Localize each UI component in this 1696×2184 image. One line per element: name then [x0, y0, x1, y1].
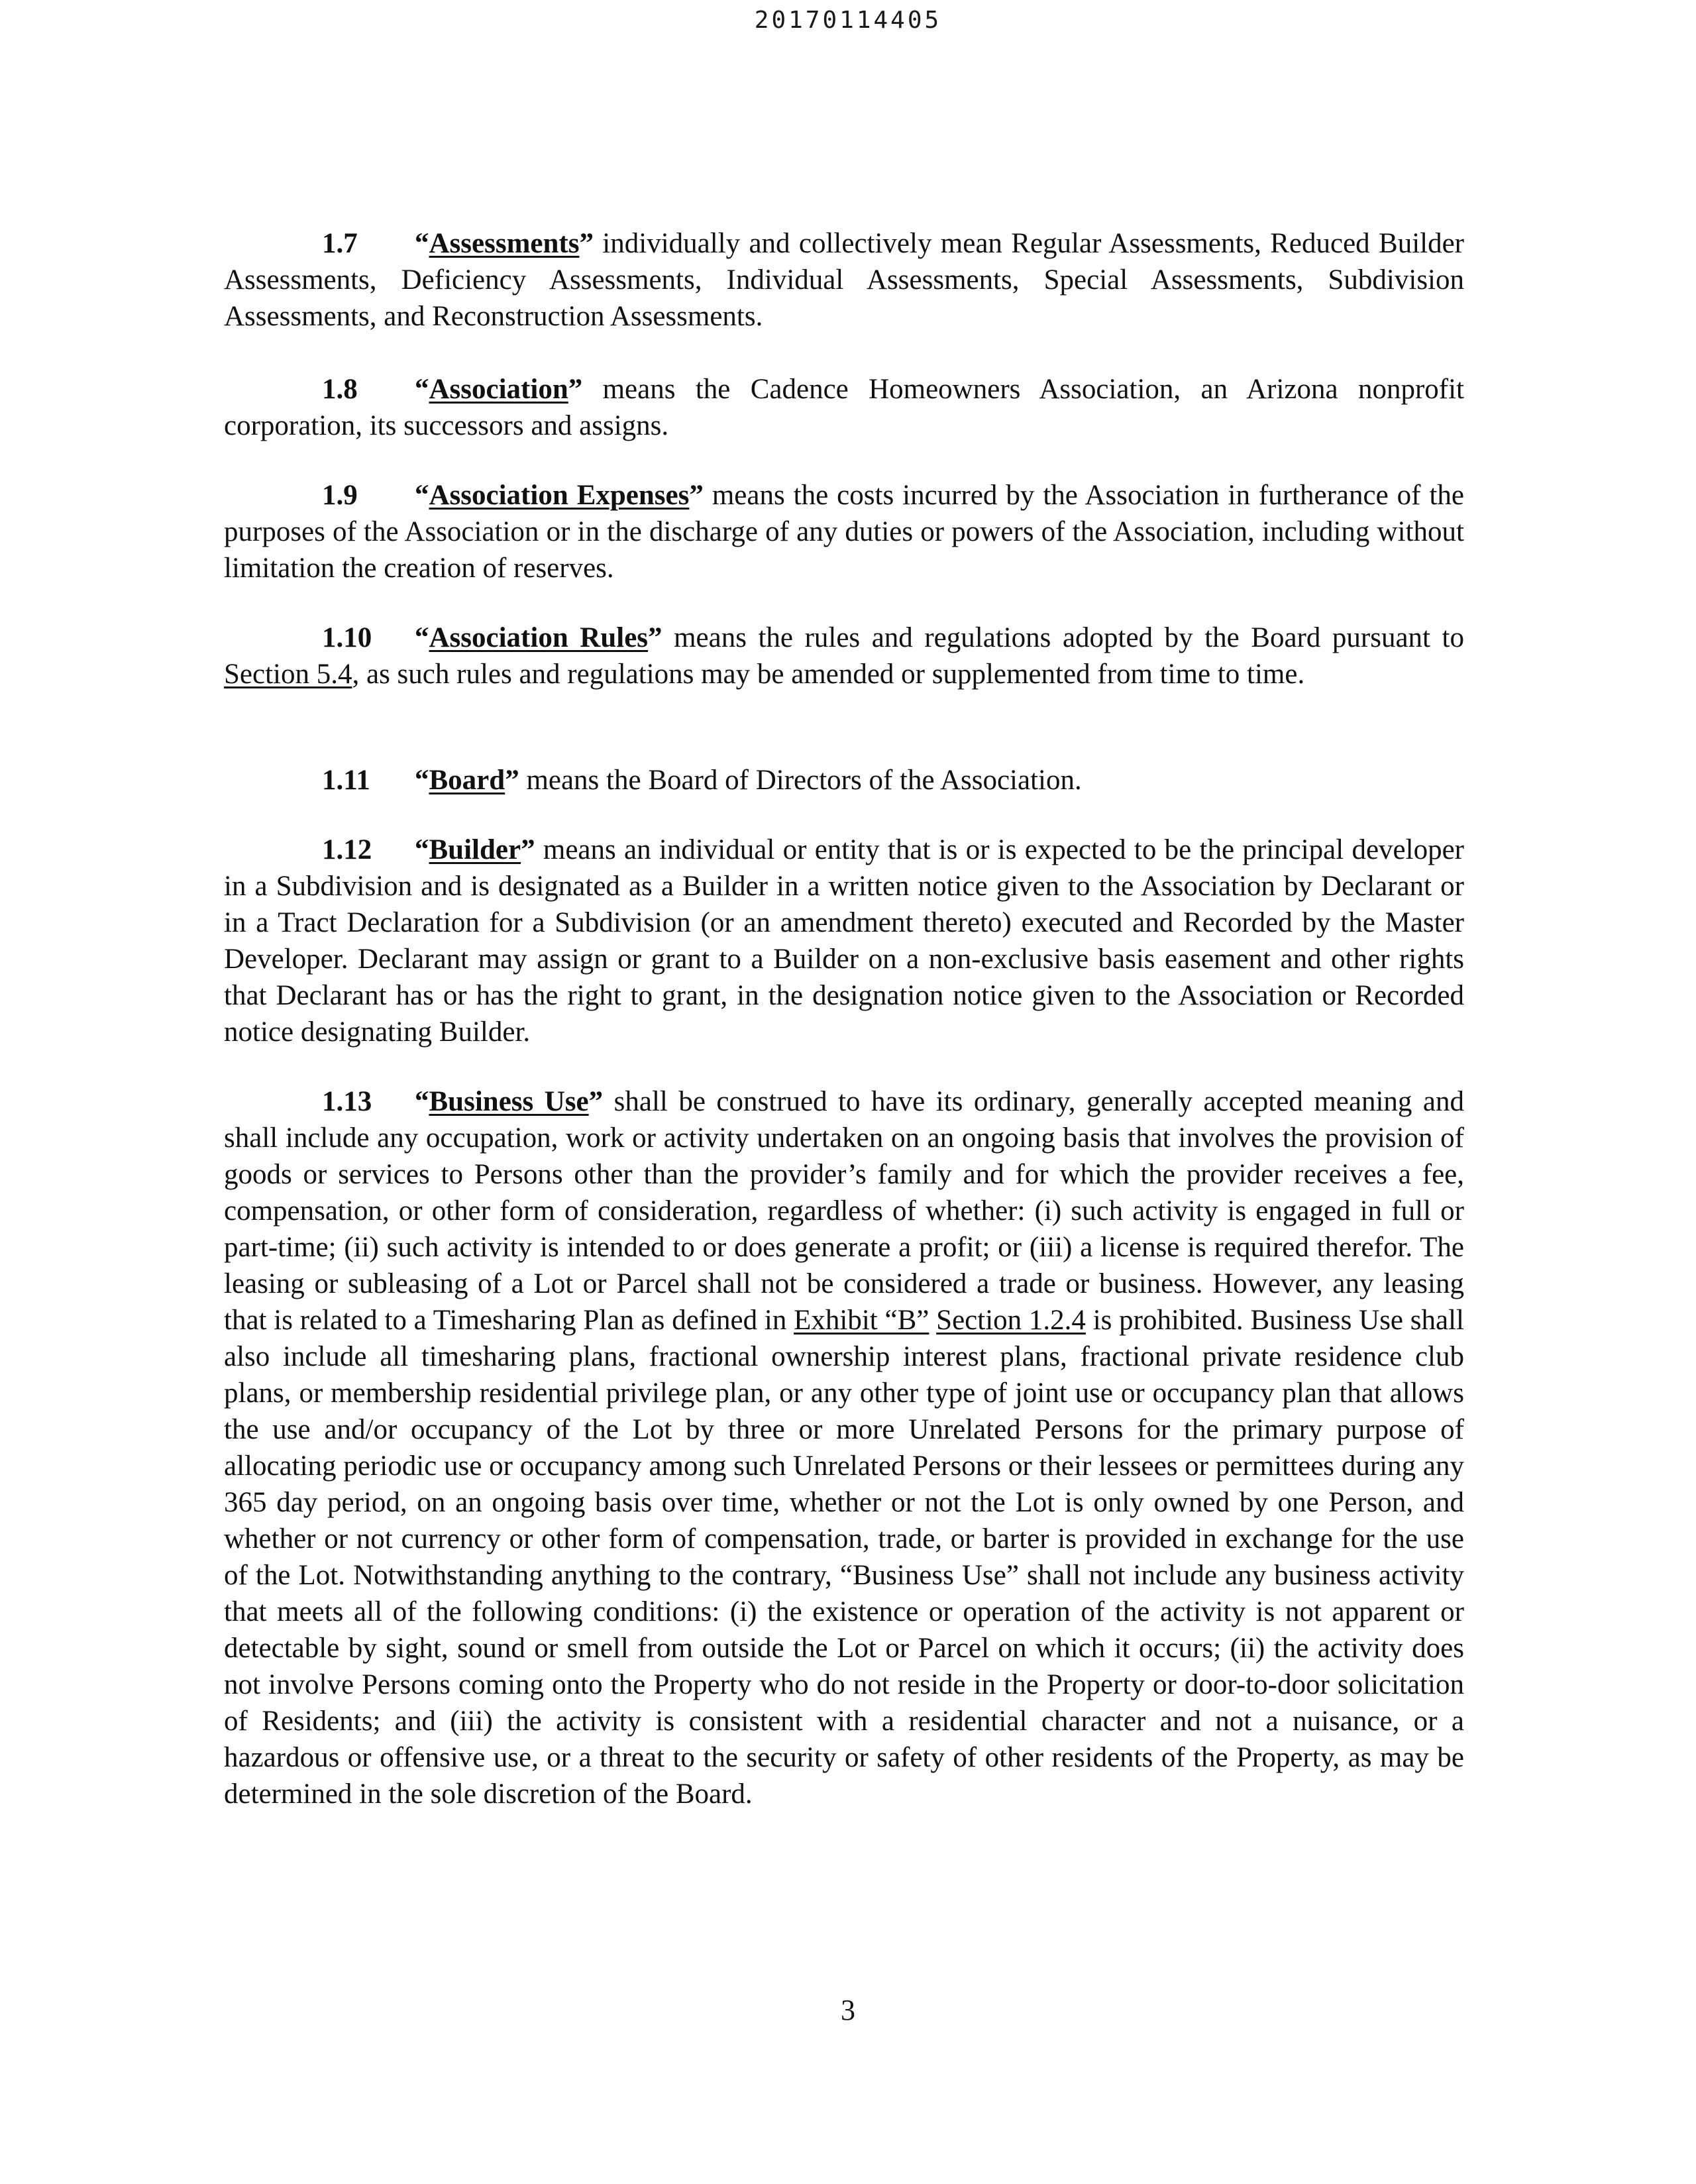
- defined-term-text: Association: [429, 374, 568, 405]
- section-text: means the costs incurred by the Association in furtherance of the purposes of the Association or in the discharge of any duties or powers of the Association, including without limitation the creation of reserves.: [224, 480, 1464, 584]
- section-1-11: [224, 762, 1464, 798]
- exhibit-reference-link: Exhibit “B”: [794, 1305, 929, 1336]
- defined-term-text: Business Use: [429, 1086, 589, 1117]
- section-text-continued: , as such rules and regulations may be amended or supplemented from time to time.: [352, 659, 1305, 690]
- section-1-9: [224, 477, 1464, 586]
- defined-term: “Business Use”: [415, 1086, 604, 1117]
- section-text: shall be construed to have its ordinary, generally accepted meaning and shall include any occupation, work or activity undertaken on an ongoing basis that involves the provision of goods or services to Persons other than the provider’s family and for which the provider receives a fee, compensation, or other form of consideration, regardless of whether: (i) such activity is engaged in full or part-time; (ii) such activity is intended to or does generate a profit; or (iii) a license is required therefor. The leasing or subleasing of a Lot or Parcel shall not be considered a trade or business. However, any leasing that is related to a Timesharing Plan as defined in: [224, 1086, 1464, 1336]
- defined-term: “Assessments”: [415, 228, 594, 259]
- section-1-13: [224, 1083, 1464, 1812]
- section-1-7: [224, 225, 1464, 335]
- defined-term-text: Board: [429, 765, 505, 796]
- section-reference-link: Section 5.4: [224, 659, 352, 690]
- defined-term: “Builder”: [415, 834, 535, 865]
- section-1-10: [224, 620, 1464, 692]
- defined-term-text: Assessments: [429, 228, 580, 259]
- section-text: means an individual or entity that is or is expected to be the principal developer in a Subdivision and is designated as a Builder in a written notice given to the Association by Declarant or in a Tract Declaration for a Subdivision (or an amendment thereto) executed and Recorded by the Master Developer. Declarant may assign or grant to a Builder on a non-exclusive basis easement and other rights that Declarant has or has the right to grant, in the designation notice given to the Association or Recorded notice designating Builder.: [224, 834, 1464, 1048]
- section-number: 1.9: [322, 480, 358, 511]
- section-text: means the Cadence Homeowners Association, an Arizona nonprofit corporation, its successors and assigns.: [224, 374, 1464, 441]
- defined-term: “Association”: [415, 374, 583, 405]
- defined-term-text: Association Rules: [429, 622, 649, 653]
- section-number: 1.7: [322, 228, 358, 259]
- defined-term-text: Association Expenses: [429, 480, 690, 511]
- defined-term-text: Builder: [429, 834, 521, 865]
- section-text-continued: is prohibited. Business Use shall also include all timesharing plans, fractional ownership interest plans, fractional private residence club plans, or membership residential privilege plan, or any other type of joint use or occupancy plan that allows the use and/or occupancy of the Lot by three or more Unrelated Persons for the primary purpose of allocating periodic use or occupancy among such Unrelated Persons or their lessees or permittees during any 365 day period, on an ongoing basis over time, whether or not the Lot is only owned by one Person, and whether or not currency or other form of compensation, trade, or barter is provided in exchange for the use of the Lot. Notwithstanding anything to the contrary, “Business Use” shall not include any business activity that meets all of the following conditions: (i) the existence or operation of the activity is not apparent or detectable by sight, sound or smell from outside the Lot or Parcel on which it occurs; (ii) the activity does not involve Persons coming onto the Property who do not reside in the Property or door-to-door solicitation of Residents; and (iii) the activity is consistent with a residential character and not a nuisance, or a hazardous or offensive use, or a threat to the security or safety of other residents of the Property, as may be determined in the sole discretion of the Board.: [224, 1305, 1465, 1810]
- section-text: means the rules and regulations adopted by the Board pursuant to: [662, 622, 1465, 653]
- section-text: means the Board of Directors of the Association.: [519, 765, 1082, 796]
- defined-term: “Association Expenses”: [415, 480, 704, 511]
- page-number: 3: [841, 1994, 855, 2026]
- defined-term: “Board”: [415, 765, 519, 796]
- section-number: 1.10: [322, 622, 372, 653]
- section-number: 1.8: [322, 374, 358, 405]
- section-text: individually and collectively mean Regular Assessments, Reduced Builder Assessments, Deficiency Assessments, Individual Assessments, Special Assessments, Subdivision Assessments, and Reconstruction Assessments.: [224, 228, 1464, 332]
- document-number: 20170114405: [754, 7, 942, 34]
- section-1-8: [224, 371, 1464, 444]
- reference-separator: [929, 1305, 936, 1336]
- section-number: 1.12: [322, 834, 372, 865]
- section-number: 1.13: [322, 1086, 372, 1117]
- section-reference-link: Section 1.2.4: [936, 1305, 1086, 1336]
- section-1-12: [224, 832, 1464, 1050]
- defined-term: “Association Rules”: [415, 622, 662, 653]
- section-number: 1.11: [322, 765, 370, 796]
